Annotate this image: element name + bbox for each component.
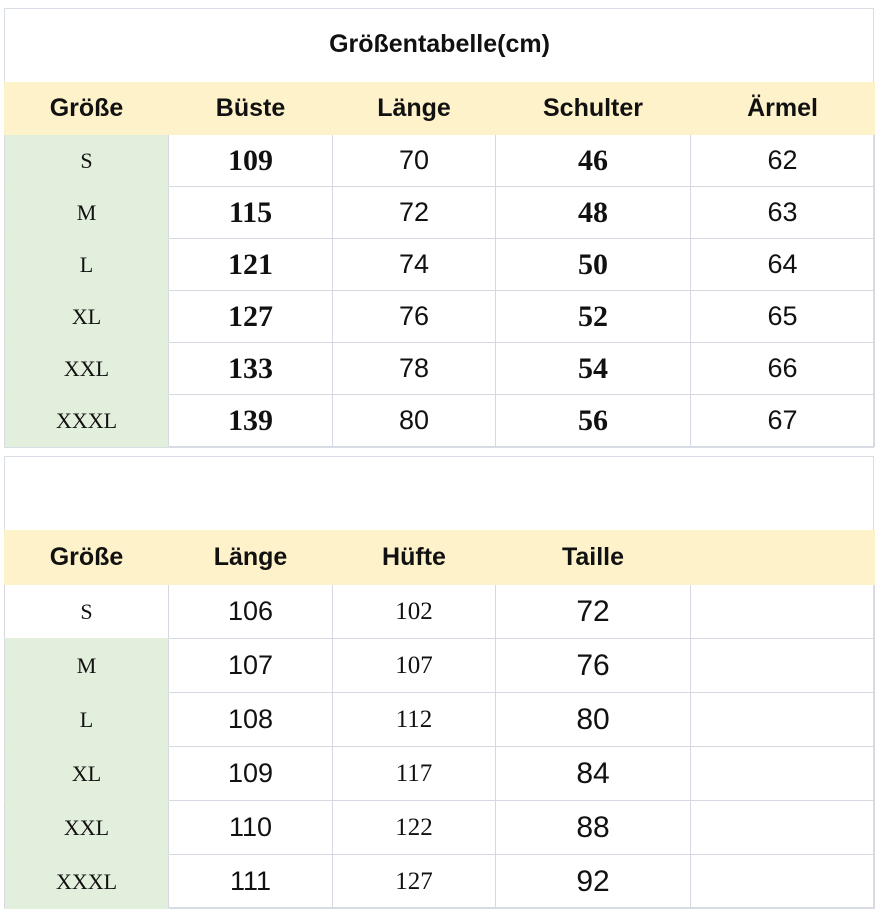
size-cell: L xyxy=(5,239,169,291)
header-cell: Ärmel xyxy=(691,83,875,135)
header-cell: Schulter xyxy=(496,83,691,135)
size-cell: M xyxy=(5,187,169,239)
table-row xyxy=(5,585,875,639)
table-row xyxy=(5,639,875,693)
value-cell xyxy=(691,693,875,747)
size-cell: L xyxy=(5,693,169,747)
value-cell: 121 xyxy=(169,239,333,291)
value-cell: 50 xyxy=(496,239,691,291)
table-row xyxy=(5,187,875,239)
value-cell: 66 xyxy=(691,343,875,395)
value-cell: 74 xyxy=(333,239,496,291)
value-cell: 70 xyxy=(333,135,496,187)
value-cell xyxy=(691,747,875,801)
value-cell: 65 xyxy=(691,291,875,343)
table-row xyxy=(5,343,875,395)
value-cell: 52 xyxy=(496,291,691,343)
table-row xyxy=(5,239,875,291)
table-row xyxy=(5,693,875,747)
header-cell: Länge xyxy=(169,531,333,585)
size-cell: XXL xyxy=(5,343,169,395)
value-cell: 109 xyxy=(169,747,333,801)
size-cell: S xyxy=(5,585,169,639)
value-cell: 107 xyxy=(333,639,496,693)
table-row xyxy=(5,395,875,447)
value-cell: 133 xyxy=(169,343,333,395)
size-cell: XL xyxy=(5,291,169,343)
value-cell: 63 xyxy=(691,187,875,239)
value-cell: 78 xyxy=(333,343,496,395)
value-cell: 122 xyxy=(333,801,496,855)
value-cell: 115 xyxy=(169,187,333,239)
header-cell: Büste xyxy=(169,83,333,135)
value-cell xyxy=(691,639,875,693)
chart-title: Größentabelle(cm) xyxy=(329,30,550,58)
table-row xyxy=(5,801,875,855)
bottom-size-table xyxy=(4,530,875,909)
size-cell: XL xyxy=(5,747,169,801)
value-cell: 112 xyxy=(333,693,496,747)
value-cell xyxy=(691,801,875,855)
value-cell: 117 xyxy=(333,747,496,801)
size-cell: S xyxy=(5,135,169,187)
header-cell: Taille xyxy=(496,531,691,585)
header-cell: Hüfte xyxy=(333,531,496,585)
table-header-row xyxy=(5,531,875,585)
table-header-row xyxy=(5,83,875,135)
top-size-table xyxy=(4,82,875,447)
value-cell: 108 xyxy=(169,693,333,747)
value-cell: 72 xyxy=(333,187,496,239)
value-cell: 110 xyxy=(169,801,333,855)
value-cell: 111 xyxy=(169,855,333,909)
table-row xyxy=(5,855,875,909)
value-cell: 46 xyxy=(496,135,691,187)
value-cell: 64 xyxy=(691,239,875,291)
size-cell: XXL xyxy=(5,801,169,855)
value-cell: 76 xyxy=(333,291,496,343)
value-cell: 54 xyxy=(496,343,691,395)
header-cell xyxy=(691,531,875,585)
value-cell xyxy=(691,855,875,909)
value-cell xyxy=(691,585,875,639)
value-cell: 102 xyxy=(333,585,496,639)
value-cell: 92 xyxy=(496,855,691,909)
size-cell: M xyxy=(5,639,169,693)
value-cell: 67 xyxy=(691,395,875,447)
value-cell: 88 xyxy=(496,801,691,855)
value-cell: 80 xyxy=(496,693,691,747)
value-cell: 127 xyxy=(333,855,496,909)
value-cell: 62 xyxy=(691,135,875,187)
value-cell: 80 xyxy=(333,395,496,447)
value-cell: 109 xyxy=(169,135,333,187)
value-cell: 56 xyxy=(496,395,691,447)
header-cell: Länge xyxy=(333,83,496,135)
table-row xyxy=(5,291,875,343)
size-cell: XXXL xyxy=(5,855,169,909)
value-cell: 139 xyxy=(169,395,333,447)
value-cell: 106 xyxy=(169,585,333,639)
table-row xyxy=(5,747,875,801)
value-cell: 107 xyxy=(169,639,333,693)
header-cell: Größe xyxy=(5,531,169,585)
size-cell: XXXL xyxy=(5,395,169,447)
table-row xyxy=(5,135,875,187)
value-cell: 127 xyxy=(169,291,333,343)
value-cell: 76 xyxy=(496,639,691,693)
value-cell: 72 xyxy=(496,585,691,639)
header-cell: Größe xyxy=(5,83,169,135)
value-cell: 48 xyxy=(496,187,691,239)
value-cell: 84 xyxy=(496,747,691,801)
